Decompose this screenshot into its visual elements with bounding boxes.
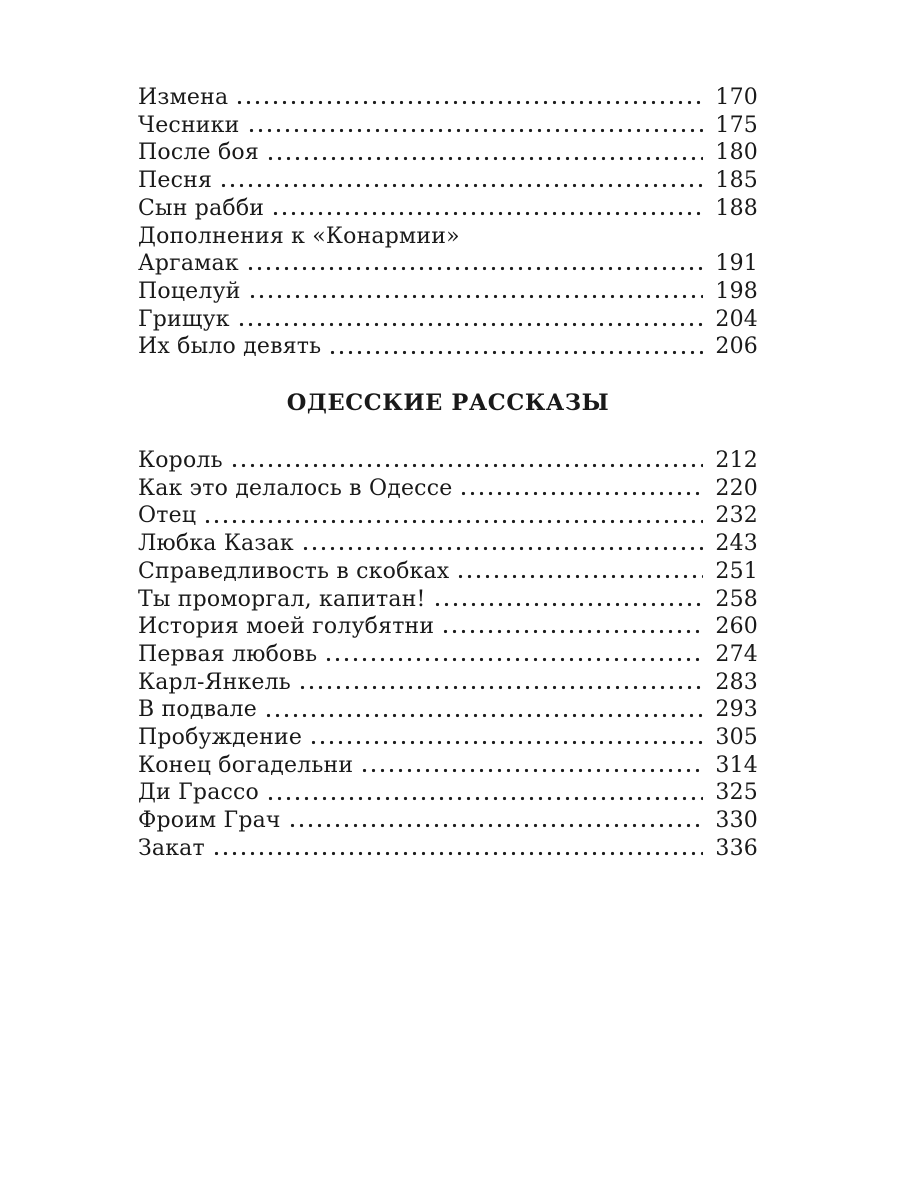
dot-leader [230, 461, 703, 470]
toc-entry-page: 283 [715, 669, 758, 695]
dot-leader [288, 821, 703, 830]
toc-entry [138, 475, 758, 503]
dot-leader [328, 348, 703, 357]
toc-entry [138, 306, 758, 334]
toc-entry-page: 274 [715, 641, 758, 667]
toc-entry-page: 220 [715, 475, 758, 501]
toc-entry-page: 180 [715, 140, 758, 166]
toc-entry-title: Ди Грассо [138, 780, 259, 806]
toc-entry [138, 641, 758, 669]
toc-subsection-label [138, 223, 758, 251]
toc-entry [138, 752, 758, 780]
toc-entry-title: После боя [138, 140, 259, 166]
toc-entry [138, 807, 758, 835]
toc-entry [138, 530, 758, 558]
dot-leader [433, 600, 703, 609]
toc-entry [138, 835, 758, 863]
toc-entry-page: 330 [715, 808, 758, 834]
toc-entry [138, 696, 758, 724]
dot-leader [212, 849, 703, 858]
toc-entry-title: Король [138, 448, 223, 474]
dot-leader [266, 794, 703, 803]
toc-entry-title: Сын рабби [138, 195, 265, 221]
toc-entry-page: 336 [715, 835, 758, 861]
dot-leader [264, 711, 703, 720]
section-heading-odesskie-rasskazy: ОДЕССКИЕ РАССКАЗЫ [286, 390, 610, 417]
dot-leader [248, 292, 703, 301]
toc-entry-page: 325 [715, 780, 758, 806]
toc-entry-title: Грищук [138, 306, 230, 332]
toc-entry-title: Справедливость в скобках [138, 558, 450, 584]
toc-entry-title: Как это делалось в Одессе [138, 475, 453, 501]
toc-entry-page: 191 [715, 251, 758, 277]
toc-entry-page: 258 [715, 586, 758, 612]
toc-entry-page: 198 [715, 278, 758, 304]
toc-entry [138, 84, 758, 112]
dot-leader [301, 544, 703, 553]
toc-entry-page: 175 [715, 112, 758, 138]
toc-entry-page: 243 [715, 531, 758, 557]
dot-leader [271, 209, 703, 218]
dot-leader [309, 738, 703, 747]
toc-entry [138, 112, 758, 140]
toc-entry [138, 195, 758, 223]
toc-entry-page: 293 [715, 697, 758, 723]
toc-entry-page: 188 [715, 195, 758, 221]
toc-entry-title: Чесники [138, 112, 240, 138]
toc-entry-page: 232 [715, 503, 758, 529]
toc-entry [138, 447, 758, 475]
toc-entry-title: В подвале [138, 697, 257, 723]
toc-entry-title: Пробуждение [138, 725, 303, 751]
toc-entry [138, 669, 758, 697]
toc-entry-page: 185 [715, 168, 758, 194]
toc-entry-page: 170 [715, 85, 758, 110]
dot-leader [247, 126, 704, 135]
toc-entry-title: Фроим Грач [138, 808, 281, 834]
dot-leader [441, 627, 703, 636]
dot-leader [324, 655, 703, 664]
toc-entry-title: Карл-Янкель [138, 669, 291, 695]
dot-leader [459, 489, 703, 498]
toc-entry-page: 212 [715, 448, 758, 474]
dot-leader [235, 98, 703, 107]
toc-entry-title: Закат [138, 835, 205, 861]
dot-leader [219, 181, 703, 190]
toc-entry-title: Любка Казак [138, 531, 294, 557]
toc-entry-title: Измена [138, 85, 229, 110]
dot-leader [237, 320, 703, 329]
toc-entry [138, 779, 758, 807]
toc-entry [138, 502, 758, 530]
toc-entry-page: 305 [715, 725, 758, 751]
toc-entry-title: Ты проморгал, капитан! [138, 586, 426, 612]
toc-entry-page: 204 [715, 306, 758, 332]
toc-entry [138, 333, 758, 361]
toc-entry-title: Их было девять [138, 334, 322, 360]
dot-leader [246, 264, 703, 273]
toc-entry-page: 251 [715, 558, 758, 584]
toc-entry-title: Песня [138, 168, 213, 194]
toc-entry-title: Поцелуй [138, 278, 241, 304]
toc-entry [138, 724, 758, 752]
toc-entry [138, 558, 758, 586]
toc-entry [138, 278, 758, 306]
toc-entry-title: Отец [138, 503, 197, 529]
toc-entry-title: История моей голубятни [138, 614, 435, 640]
table-of-contents [138, 84, 758, 863]
dot-leader [360, 766, 703, 775]
dot-leader [298, 683, 703, 692]
toc-entry [138, 613, 758, 641]
toc-entry-page: 260 [715, 614, 758, 640]
toc-entry-title: Первая любовь [138, 641, 318, 667]
toc-entry-title: Аргамак [138, 251, 239, 277]
dot-leader [203, 517, 703, 526]
toc-entry-page: 206 [715, 334, 758, 360]
toc-entry [138, 167, 758, 195]
toc-entry-title: Конец богадельни [138, 752, 354, 778]
toc-entry [138, 250, 758, 278]
dot-leader [266, 154, 703, 163]
toc-entry [138, 139, 758, 167]
toc-entry [138, 586, 758, 614]
toc-entry-title: Дополнения к «Конармии» [138, 223, 460, 249]
dot-leader [456, 572, 703, 581]
toc-entry-page: 314 [715, 752, 758, 778]
